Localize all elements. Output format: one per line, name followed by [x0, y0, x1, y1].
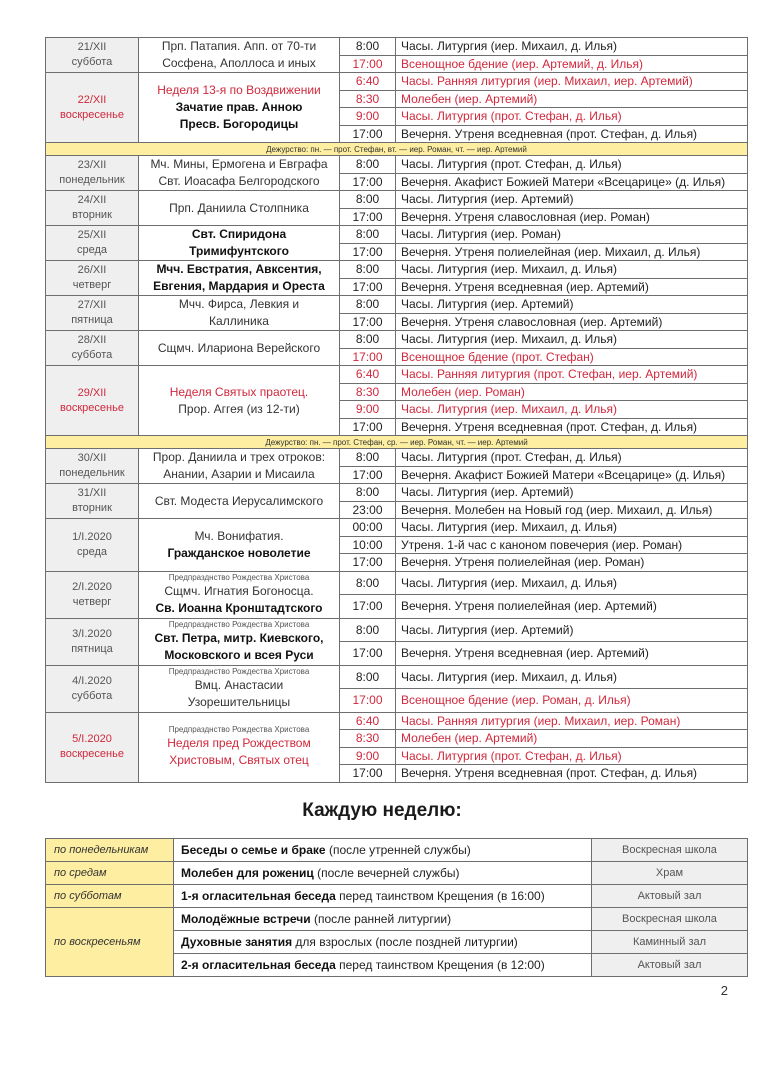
- commemoration-line: Пресв. Богородицы: [179, 117, 299, 131]
- saint-cell: [139, 712, 340, 782]
- weekly-activity: [174, 862, 592, 885]
- service-description: Всенощное бдение (иер. Артемий, д. Илья): [396, 55, 748, 73]
- weekly-activity: [174, 885, 592, 908]
- schedule-row: [46, 665, 748, 689]
- service-time: 17:00: [340, 765, 396, 783]
- activity-details: перед таинством Крещения (в 12:00): [335, 958, 545, 972]
- schedule-row: [46, 296, 748, 314]
- saint-cell: [139, 191, 340, 226]
- saint-cell: [139, 519, 340, 572]
- date-cell: [46, 191, 139, 226]
- date-cell: [46, 73, 139, 143]
- service-time: 8:00: [340, 296, 396, 314]
- commemoration-line: Мч. Вонифатия.: [194, 528, 284, 543]
- service-time: 17:00: [340, 554, 396, 572]
- weekly-row: [46, 885, 748, 908]
- service-description: Часы. Литургия (иер. Михаил, д. Илья): [396, 261, 748, 279]
- weekly-row: [46, 862, 748, 885]
- date-cell: [46, 331, 139, 366]
- page-number: 2: [720, 983, 728, 998]
- date-value: 24/XII: [77, 194, 107, 206]
- date-cell: [46, 449, 139, 484]
- schedule-row: [46, 618, 748, 642]
- service-time: 17:00: [340, 466, 396, 484]
- service-description: Вечерня. Акафист Божией Матери «Всецарице» (д. Илья): [396, 466, 748, 484]
- service-description: Часы. Литургия (прот. Стефан, д. Илья): [396, 108, 748, 126]
- activity-details: перед таинством Крещения (в 16:00): [335, 889, 545, 903]
- weekday: пятница: [71, 314, 113, 326]
- service-description: Всенощное бдение (прот. Стефан): [396, 348, 748, 366]
- weekday: воскресенье: [60, 748, 124, 760]
- service-description: Всенощное бдение (иер. Роман, д. Илья): [396, 689, 748, 713]
- weekly-activity: [174, 931, 592, 954]
- weekly-row: [46, 908, 748, 931]
- weekday: суббота: [71, 349, 113, 361]
- service-time: 17:00: [340, 313, 396, 331]
- weekday: понедельник: [59, 467, 125, 479]
- saint-cell: [139, 261, 340, 296]
- service-time: 6:40: [340, 712, 396, 730]
- weekly-place: Воскресная школа: [592, 908, 748, 931]
- service-time: 8:00: [340, 449, 396, 467]
- service-description: Молебен (иер. Роман): [396, 383, 748, 401]
- duty-row: [46, 436, 748, 449]
- date-value: 29/XII: [77, 386, 107, 399]
- date-cell: [46, 484, 139, 519]
- service-time: 8:00: [340, 484, 396, 502]
- weekly-place: Актовый зал: [592, 885, 748, 908]
- schedule-row: [46, 449, 748, 467]
- date-cell: [46, 665, 139, 712]
- weekday: четверг: [72, 595, 112, 608]
- service-time: 17:00: [340, 689, 396, 713]
- date-value: 23/XII: [77, 159, 107, 171]
- schedule-row: [46, 484, 748, 502]
- service-time: 8:00: [340, 38, 396, 56]
- commemoration-line: Свт. Модеста Иерусалимского: [154, 493, 324, 508]
- date-cell: [46, 519, 139, 572]
- service-description: Часы. Литургия (иер. Артемий): [396, 191, 748, 209]
- schedule-row: [46, 226, 748, 244]
- service-time: 8:00: [340, 191, 396, 209]
- weekday: понедельник: [59, 174, 125, 186]
- service-time: 17:00: [340, 642, 396, 666]
- commemoration-line: Мчч. Фирса, Левкия и: [178, 297, 300, 311]
- service-description: Вечерня. Утреня вседневная (прот. Стефан, д. Илья): [396, 125, 748, 143]
- service-description: Часы. Ранняя литургия (иер. Михаил, иер. Артемий): [396, 73, 748, 91]
- feast-note: Предпразднство Рождества Христова: [168, 619, 310, 629]
- service-time: 17:00: [340, 418, 396, 436]
- service-description: Часы. Литургия (прот. Стефан, д. Илья): [396, 747, 748, 765]
- commemoration-line: Прп. Даниила Столпника: [169, 200, 309, 215]
- service-time: 23:00: [340, 501, 396, 519]
- schedule-row: [46, 73, 748, 91]
- schedule-row: [46, 519, 748, 537]
- feast-note: Предпразднство Рождества Христова: [168, 725, 310, 734]
- weekly-heading: Каждую неделю:: [302, 800, 462, 821]
- weekly-table: [45, 838, 748, 977]
- weekday: суббота: [71, 689, 113, 702]
- saint-cell: [139, 73, 340, 143]
- service-description: Часы. Литургия (иер. Михаил, д. Илья): [396, 331, 748, 349]
- saint-cell: [139, 665, 340, 712]
- service-time: 9:00: [340, 401, 396, 419]
- service-description: Часы. Ранняя литургия (иер. Михаил, иер. Роман): [396, 712, 748, 730]
- service-description: Часы. Литургия (иер. Роман): [396, 226, 748, 244]
- date-cell: [46, 618, 139, 665]
- commemoration-line: Каллиника: [209, 314, 269, 328]
- weekly-place: Актовый зал: [592, 954, 748, 977]
- date-value: 5/I.2020: [72, 733, 112, 745]
- commemoration-line: Гражданское новолетие: [167, 545, 311, 560]
- weekday: воскресенье: [60, 401, 124, 414]
- commemoration-line: Прор. Аггея (из 12-ти): [178, 401, 300, 416]
- service-time: 17:00: [340, 55, 396, 73]
- date-value: 31/XII: [77, 487, 107, 499]
- commemoration-line: Неделя пред Рождеством: [167, 736, 311, 750]
- service-description: Утреня. 1-й час с каноном повечерия (иер. Роман): [396, 536, 748, 554]
- schedule-row: [46, 191, 748, 209]
- service-description: Молебен (иер. Артемий): [396, 90, 748, 108]
- service-time: 8:30: [340, 383, 396, 401]
- weekday: вторник: [72, 502, 112, 514]
- commemoration-line: Сщмч. Илариона Верейского: [157, 340, 321, 355]
- service-description: Молебен (иер. Артемий): [396, 730, 748, 748]
- commemoration-line: Свт. Спиридона: [191, 227, 287, 241]
- service-description: Часы. Литургия (прот. Стефан, д. Илья): [396, 156, 748, 174]
- weekday: пятница: [71, 642, 113, 655]
- commemoration-line: Мчч. Евстратия, Авксентия,: [156, 262, 322, 276]
- saint-cell: [139, 618, 340, 665]
- service-time: 8:00: [340, 571, 396, 595]
- commemoration-line: Московского и всея Руси: [164, 647, 314, 662]
- date-value: 4/I.2020: [72, 674, 112, 687]
- commemoration-line: Анании, Азарии и Мисаила: [163, 467, 315, 481]
- date-value: 28/XII: [77, 334, 107, 346]
- activity-name: Беседы о семье и браке: [181, 843, 326, 857]
- service-time: 8:30: [340, 730, 396, 748]
- saint-cell: [139, 484, 340, 519]
- schedule-row: [46, 261, 748, 279]
- service-time: 17:00: [340, 125, 396, 143]
- weekly-day: по воскресеньям: [46, 908, 174, 977]
- service-time: 6:40: [340, 366, 396, 384]
- weekday: среда: [76, 244, 108, 256]
- service-description: Часы. Литургия (прот. Стефан, д. Илья): [396, 449, 748, 467]
- date-cell: [46, 261, 139, 296]
- service-time: 9:00: [340, 108, 396, 126]
- weekly-place: Воскресная школа: [592, 839, 748, 862]
- commemoration-line: Евгения, Мардария и Ореста: [153, 279, 325, 293]
- service-description: Вечерня. Акафист Божией Матери «Всецарице» (д. Илья): [396, 173, 748, 191]
- activity-details: (после ранней литургии): [310, 912, 452, 926]
- service-description: Часы. Литургия (иер. Михаил, д. Илья): [396, 38, 748, 56]
- commemoration-line: Вмц. Анастасии: [194, 677, 284, 692]
- feast-note: Предпразднство Рождества Христова: [168, 666, 310, 676]
- activity-name: Духовные занятия: [181, 935, 293, 949]
- saint-cell: [139, 156, 340, 191]
- service-description: Часы. Литургия (иер. Артемий): [396, 484, 748, 502]
- service-time: 17:00: [340, 348, 396, 366]
- service-time: 8:00: [340, 618, 396, 642]
- duty-text: Дежурство: пн. — прот. Стефан, вт. — иер. Роман, чт. — иер. Артемий: [46, 143, 748, 156]
- weekly-day: по понедельникам: [46, 839, 174, 862]
- service-time: 17:00: [340, 278, 396, 296]
- service-description: Вечерня. Утреня вседневная (иер. Артемий): [396, 278, 748, 296]
- weekday: суббота: [71, 56, 113, 68]
- service-description: Часы. Литургия (иер. Михаил, д. Илья): [396, 519, 748, 537]
- service-description: Вечерня. Утреня вседневная (прот. Стефан, д. Илья): [396, 765, 748, 783]
- service-description: Часы. Литургия (иер. Михаил, д. Илья): [396, 401, 748, 419]
- service-time: 9:00: [340, 747, 396, 765]
- service-time: 8:30: [340, 90, 396, 108]
- activity-name: Молебен для рожениц: [181, 866, 314, 880]
- weekday: вторник: [72, 209, 112, 221]
- service-description: Вечерня. Утреня полиелейная (иер. Роман): [396, 554, 748, 572]
- activity-name: 2-я огласительная беседа: [181, 958, 336, 972]
- service-description: Вечерня. Утреня вседневная (иер. Артемий): [396, 642, 748, 666]
- commemoration-line: Сосфена, Аполлоса и иных: [162, 56, 316, 70]
- commemoration-line: Свт. Иоасафа Белгородского: [158, 174, 320, 188]
- schedule-row: [46, 571, 748, 595]
- weekly-activity: [174, 839, 592, 862]
- weekly-place: Каминный зал: [592, 931, 748, 954]
- service-time: 6:40: [340, 73, 396, 91]
- duty-row: [46, 143, 748, 156]
- date-cell: [46, 296, 139, 331]
- date-cell: [46, 712, 139, 782]
- saint-cell: [139, 226, 340, 261]
- schedule-row: [46, 712, 748, 730]
- weekday: четверг: [72, 279, 112, 291]
- schedule-row: [46, 38, 748, 56]
- date-value: 26/XII: [77, 264, 107, 276]
- date-cell: [46, 226, 139, 261]
- saint-cell: [139, 38, 340, 73]
- date-cell: [46, 571, 139, 618]
- date-value: 2/I.2020: [72, 580, 112, 593]
- service-description: Часы. Литургия (иер. Артемий): [396, 618, 748, 642]
- activity-details: (после вечерней службы): [313, 866, 460, 880]
- service-description: Вечерня. Молебен на Новый год (иер. Михаил, д. Илья): [396, 501, 748, 519]
- commemoration-line: Тримифунтского: [189, 244, 289, 258]
- service-time: 8:00: [340, 665, 396, 689]
- service-time: 00:00: [340, 519, 396, 537]
- activity-name: 1-я огласительная беседа: [181, 889, 336, 903]
- schedule-row: [46, 331, 748, 349]
- commemoration-line: Сщмч. Игнатия Богоносца.: [164, 583, 314, 598]
- service-time: 8:00: [340, 156, 396, 174]
- weekday: воскресенье: [60, 108, 124, 121]
- service-description: Вечерня. Утреня славословная (иер. Роман): [396, 208, 748, 226]
- commemoration-line: Узорешительницы: [187, 694, 291, 709]
- service-time: 17:00: [340, 208, 396, 226]
- commemoration-line: Зачатие прав. Анною: [175, 100, 303, 114]
- weekday: среда: [76, 545, 108, 558]
- saint-cell: [139, 296, 340, 331]
- service-time: 8:00: [340, 331, 396, 349]
- weekly-place: Храм: [592, 862, 748, 885]
- activity-name: Молодёжные встречи: [181, 912, 311, 926]
- commemoration-line: Прп. Патапия. Апп. от 70-ти: [161, 39, 317, 53]
- weekly-row: [46, 839, 748, 862]
- service-description: Часы. Литургия (иер. Михаил, д. Илья): [396, 571, 748, 595]
- schedule-row: [46, 366, 748, 384]
- date-value: 22/XII: [77, 93, 107, 106]
- date-value: 3/I.2020: [72, 627, 112, 640]
- service-time: 8:00: [340, 261, 396, 279]
- commemoration-line: Неделя 13-я по Воздвижении: [157, 83, 321, 97]
- date-value: 1/I.2020: [72, 530, 112, 543]
- weekly-day: по средам: [46, 862, 174, 885]
- service-description: Вечерня. Утреня полиелейная (иер. Михаил, д. Илья): [396, 243, 748, 261]
- service-time: 10:00: [340, 536, 396, 554]
- date-value: 25/XII: [77, 229, 107, 241]
- weekly-day: по субботам: [46, 885, 174, 908]
- duty-text: Дежурство: пн. — прот. Стефан, ср. — иер. Роман, чт. — иер. Артемий: [46, 436, 748, 449]
- saint-cell: [139, 331, 340, 366]
- commemoration-line: Прор. Даниила и трех отроков:: [152, 450, 326, 464]
- saint-cell: [139, 366, 340, 436]
- service-time: 17:00: [340, 595, 396, 619]
- service-description: Вечерня. Утреня вседневная (прот. Стефан, д. Илья): [396, 418, 748, 436]
- commemoration-line: Неделя Святых праотец.: [169, 384, 309, 399]
- service-description: Вечерня. Утреня славословная (иер. Артемий): [396, 313, 748, 331]
- saint-cell: [139, 571, 340, 618]
- schedule-row: [46, 156, 748, 174]
- commemoration-line: Христовым, Святых отец: [169, 753, 309, 767]
- service-description: Вечерня. Утреня полиелейная (иер. Артемий): [396, 595, 748, 619]
- commemoration-line: Мч. Мины, Ермогена и Евграфа: [150, 157, 328, 171]
- service-description: Часы. Литургия (иер. Михаил, д. Илья): [396, 665, 748, 689]
- weekly-activity: [174, 954, 592, 977]
- date-value: 30/XII: [77, 452, 107, 464]
- feast-note: Предпразднство Рождества Христова: [168, 572, 310, 582]
- service-time: 17:00: [340, 243, 396, 261]
- weekly-activity: [174, 908, 592, 931]
- activity-details: для взрослых (после поздней литургии): [292, 935, 518, 949]
- service-time: 17:00: [340, 173, 396, 191]
- commemoration-line: Св. Иоанна Кронштадтского: [155, 600, 323, 615]
- activity-details: (после утренней службы): [325, 843, 471, 857]
- date-cell: [46, 156, 139, 191]
- service-time: 8:00: [340, 226, 396, 244]
- service-description: Часы. Ранняя литургия (прот. Стефан, иер. Артемий): [396, 366, 748, 384]
- commemoration-line: Свт. Петра, митр. Киевского,: [154, 630, 324, 645]
- date-value: 21/XII: [77, 41, 107, 53]
- saint-cell: [139, 449, 340, 484]
- date-cell: [46, 366, 139, 436]
- service-description: Часы. Литургия (иер. Артемий): [396, 296, 748, 314]
- schedule-table: [45, 37, 748, 783]
- date-value: 27/XII: [77, 299, 107, 311]
- date-cell: [46, 38, 139, 73]
